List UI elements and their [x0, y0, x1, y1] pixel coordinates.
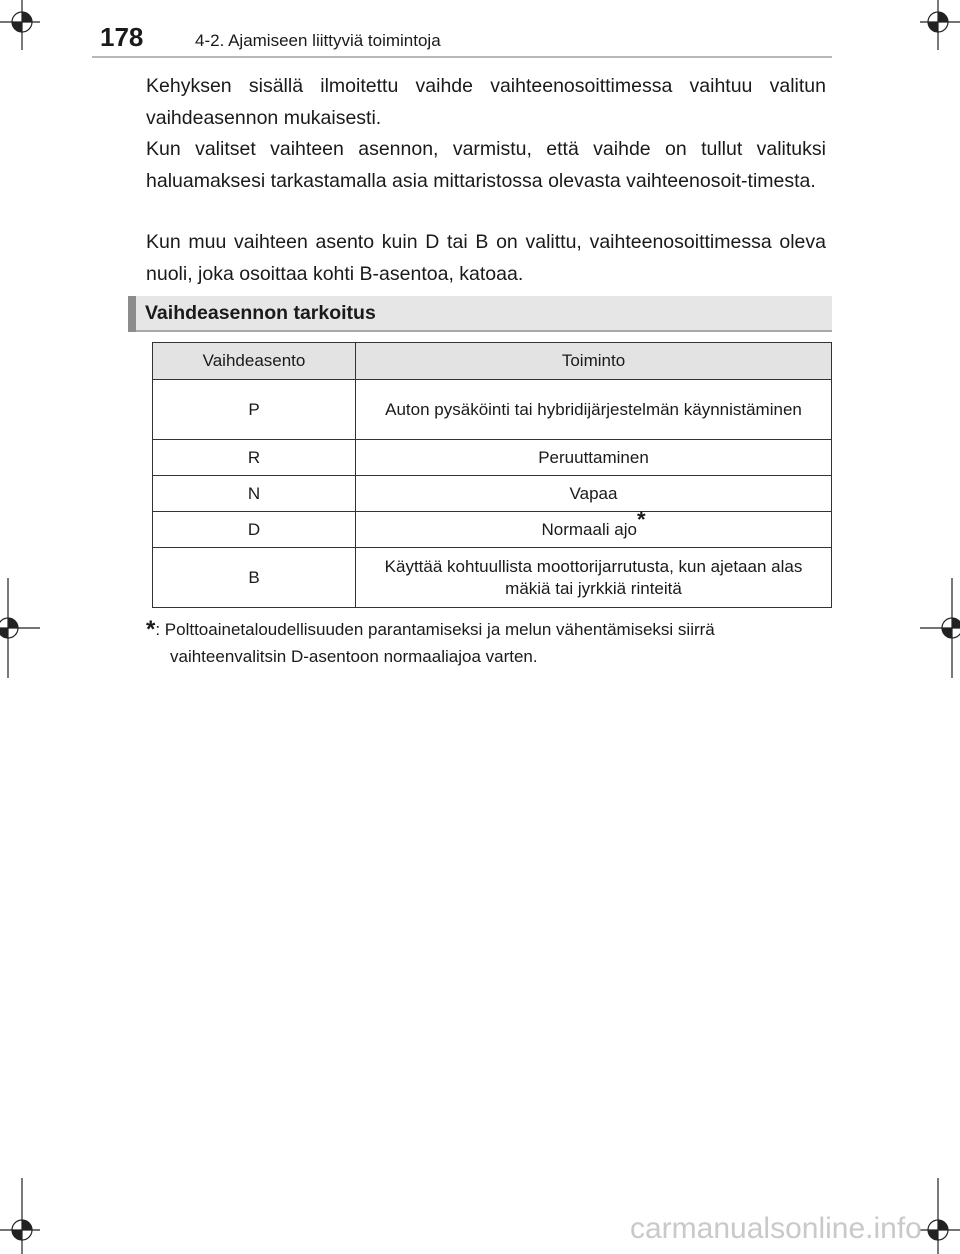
table-header-row: [153, 343, 832, 380]
section-label: 4-2. Ajamiseen liittyviä toimintoja: [195, 31, 441, 50]
gear-function-cell: [356, 506, 832, 548]
paragraph-3: Kun muu vaihteen asento kuin D tai B on valittu, vaihteenosoittimessa oleva nuoli, joka osoittaa kohti B-asentoa, katoaa.: [146, 231, 826, 285]
table-row: [153, 548, 832, 608]
column-header-function: Toiminto: [356, 343, 832, 380]
section-heading: Vaihdeasennon tarkoitus: [145, 302, 376, 324]
table-row: [153, 440, 832, 476]
footnote-line-2: vaihteenvalitsin D-asentoon normaaliajoa varten.: [170, 647, 538, 666]
footnote-line-1: : Polttoainetaloudellisuuden parantamiseksi ja melun vähentämiseksi siirrä: [155, 620, 715, 639]
gear-position-cell: D: [153, 512, 356, 548]
gear-position-cell: B: [153, 548, 356, 608]
gear-function-cell: Peruuttaminen: [356, 440, 832, 476]
paragraph-1: Kehyksen sisällä ilmoitettu vaihde vaihteenosoittimessa vaihtuu valitun vaihdeasennon mukaisesti.: [146, 75, 826, 129]
table-row: [153, 476, 832, 512]
footnote-mark: *: [146, 616, 156, 643]
crop-mark-mid-right: [920, 578, 960, 678]
section-heading-bar: [128, 296, 832, 332]
crop-mark-mid-left: [0, 578, 40, 678]
gear-position-cell: R: [153, 440, 356, 476]
table-row: [153, 512, 832, 548]
crop-mark-bottom-right: [920, 1178, 960, 1254]
gear-position-cell: P: [153, 380, 356, 440]
gear-function-text: Normaali ajo: [541, 519, 637, 539]
footnote-marker: *: [636, 506, 646, 532]
gear-function-cell: Vapaa: [356, 476, 832, 512]
gear-function-cell: Käyttää kohtuullista moottorijarrutusta, kun ajetaan alas mäkiä tai jyrkkiä rinteitä: [356, 548, 832, 608]
crop-mark-top-right: [920, 0, 960, 50]
watermark: carmanualsonline.info: [630, 1212, 922, 1245]
crop-mark-top-left: [0, 0, 40, 50]
crop-mark-bottom-left: [0, 1178, 40, 1254]
page-number: 178: [100, 22, 144, 52]
header-rule: [92, 56, 832, 58]
footnote: [146, 616, 826, 670]
gear-position-cell: N: [153, 476, 356, 512]
heading-accent: [128, 296, 136, 332]
gear-position-table: [152, 342, 832, 608]
table-row: [153, 380, 832, 440]
gear-function-cell: Auton pysäköinti tai hybridijärjestelmän käynnistäminen: [356, 380, 832, 440]
column-header-position: Vaihdeasento: [153, 343, 356, 380]
paragraph-2: Kun valitset vaihteen asennon, varmistu, että vaihde on tullut valituksi haluamaksesi tarkastamalla asia mittaristossa olevasta vaihteenosoit-timesta.: [146, 138, 826, 192]
